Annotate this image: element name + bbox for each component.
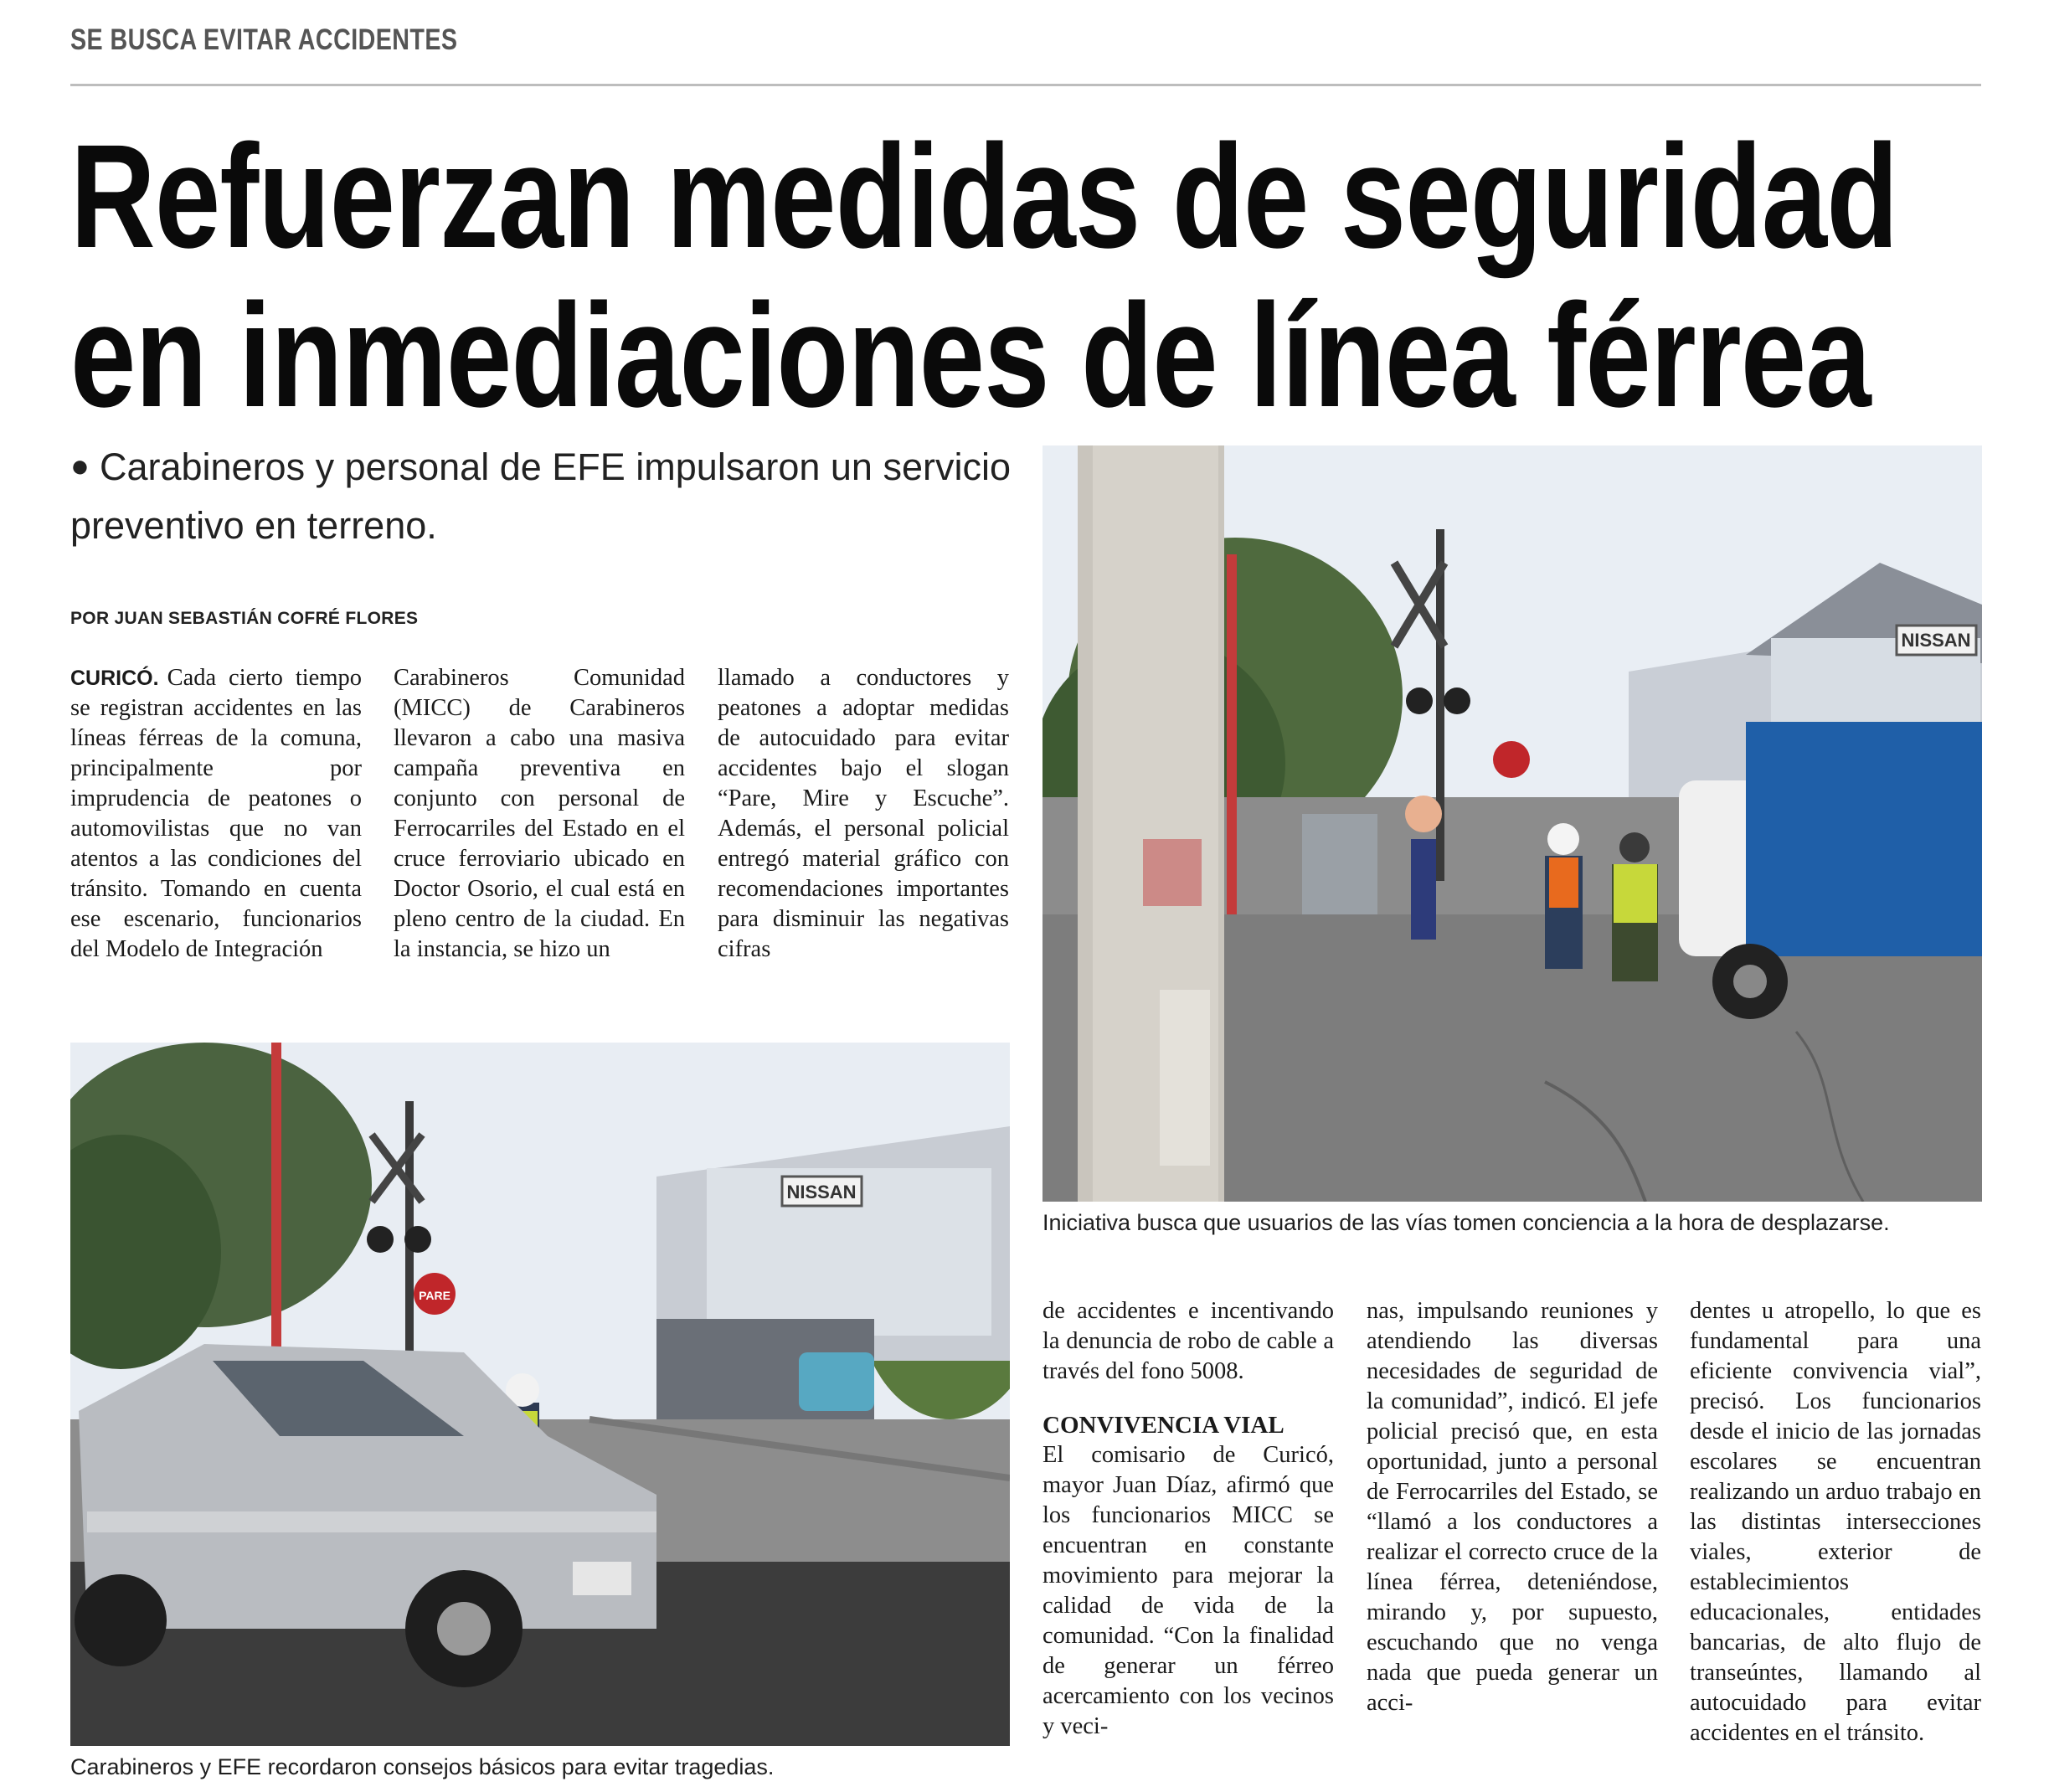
body-text-col1: Cada cierto tiempo se registran accidentes en las líneas férreas de la comuna, principalmente por imprudencia de peatones o automovilistas que no van atentos a las condiciones del tránsito. Tomando en cuenta ese escenario, funcionarios del Modelo de Integración [70, 665, 362, 962]
headline-line-1: Refuerzan medidas de seguridad [70, 115, 1898, 279]
headline-line-2: en inmediaciones de línea férrea [70, 274, 1871, 438]
body-column-1 [70, 663, 362, 965]
section-kicker: SE BUSCA EVITAR ACCIDENTES [70, 23, 458, 56]
body-text-col3: llamado a conductores y peatones a adoptar medidas de autocuidado para evitar accidentes bajo el slogan “Pare, Mire y Escuche”. Además, el personal policial entregó material gráfico con recomendaciones importantes para disminuir las negativas cifras [718, 665, 1009, 962]
byline: POR JUAN SEBASTIÁN COFRÉ FLORES [70, 609, 419, 628]
photo-pickup-truck [70, 1043, 1010, 1746]
bullet-icon: ● [70, 449, 90, 484]
photo-caption-bottom-left: Carabineros y EFE recordaron consejos básicos para evitar tragedias. [70, 1754, 775, 1779]
deck-text: Carabineros y personal de EFE impulsaron un servicio preventivo en terreno. [70, 445, 1011, 547]
body-column-3 [718, 663, 1009, 965]
body-text-col2: Carabineros Comunidad (MICC) de Carabineros llevaron a cabo una masiva campaña preventiva en conjunto con personal de Ferrocarriles del Estado en el cruce ferroviario ubicado en Doctor Osorio, el cual está en pleno centro de la ciudad. En la instancia, se hizo un [394, 665, 685, 962]
stop-sign-text: PARE [419, 1289, 450, 1302]
body-text-col6: dentes u atropello, lo que es fundamental para una eficiente convivencia vial”, precisó. Los funcionarios desde el inicio de las jornadas escolares se encuentran realizando un arduo trabajo en las distintas intersecciones viales, exterior de establecimientos educacionales, entidades bancarias, de alto flujo de transeúntes, llamando al autocuidado para evitar accidentes en el tránsito. [1690, 1298, 1981, 1746]
dateline: CURICÓ. [70, 667, 159, 690]
photo-caption-top-right: Iniciativa busca que usuarios de las vías tomen conciencia a la hora de desplazarse. [1043, 1210, 1890, 1235]
body-column-2 [394, 663, 685, 965]
body-text-col4b: El comisario de Curicó, mayor Juan Díaz, afirmó que los funcionarios MICC se encuentran en constante movimiento para mejorar la calidad de vida de la comunidad. “Con la finalidad de generar un férreo acercamiento con los vecinos y veci- [1043, 1442, 1334, 1739]
body-column-5 [1367, 1296, 1658, 1718]
headline [70, 115, 1898, 438]
body-column-6 [1690, 1296, 1981, 1748]
subhead: CONVIVENCIA VIAL [1043, 1412, 1284, 1439]
photo-railway-crossing [1043, 445, 1982, 1202]
body-column-4 [1043, 1296, 1334, 1742]
deck [70, 437, 1033, 555]
body-text-col4a: de accidentes e incentivando la denuncia de robo de cable a través del fono 5008. [1043, 1298, 1334, 1384]
nissan-sign-text-2: NISSAN [786, 1182, 857, 1202]
body-text-col5: nas, impulsando reuniones y atendiendo las diversas necesidades de seguridad de la comunidad”, indicó. El jefe policial precisó que, en esta oportunidad, junto a personal de Ferrocarriles del Estado, se “llamó a los conductores a realizar el correcto cruce de la línea férrea, deteniéndose, mirando y, por supuesto, escuchando que no venga nada que pueda generar un acci- [1367, 1298, 1658, 1716]
header-rule [70, 84, 1981, 86]
nissan-sign-text: NISSAN [1901, 630, 1971, 651]
